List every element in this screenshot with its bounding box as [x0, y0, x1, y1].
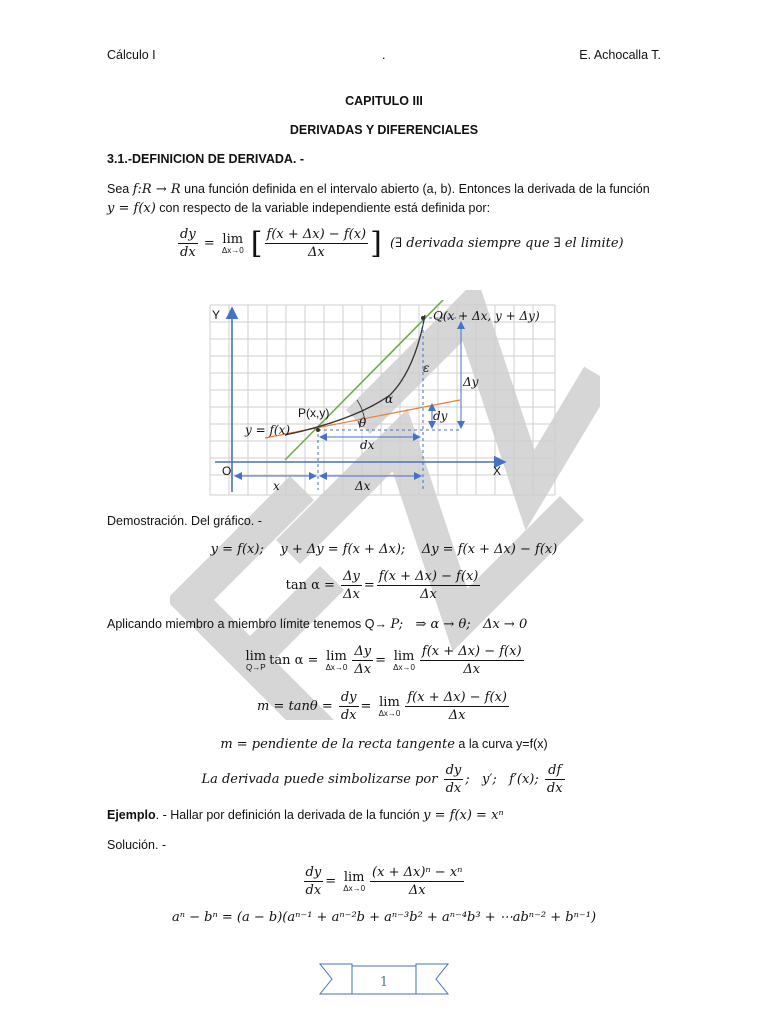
- fig-dy: dy: [433, 409, 448, 423]
- example-function: y = f(x) = xⁿ: [423, 808, 504, 823]
- fig-x-label: x: [273, 479, 280, 493]
- chapter-heading: CAPITULO III: [345, 94, 423, 108]
- fig-delta-x: Δx: [355, 479, 371, 493]
- demo-notation: [0, 762, 768, 797]
- example-limit-eq: $\frac{dy}{dx}$ = lim Δx→0 $\frac{\text{(x + Δx)ⁿ − xⁿ}}{\Delta x}$: [305, 865, 463, 898]
- limit-tan: tan α =: [269, 653, 319, 668]
- fig-point-q: Q(x + Δx, y + Δy): [433, 309, 540, 323]
- notation-text: La derivada puede simbolizarse por: [201, 772, 438, 787]
- example-num: (x + Δx)ⁿ − xⁿ: [372, 865, 463, 880]
- apply-math: P; ⇒ α → θ; Δx → 0: [390, 617, 528, 632]
- header-center: .: [382, 48, 386, 62]
- tan-eq: =: [363, 578, 375, 593]
- fig-epsilon: ε: [423, 361, 430, 375]
- def-eq: =: [203, 236, 215, 251]
- example-den-d: dx: [305, 883, 322, 898]
- fig-theta: θ: [359, 416, 367, 430]
- limit-den-1: Δx: [354, 662, 372, 677]
- example-statement: [107, 808, 504, 823]
- slope-lim-sub: Δx→0: [378, 708, 401, 718]
- header-right: E. Achocalla T.: [579, 48, 661, 62]
- page-number: 1: [379, 975, 389, 990]
- slope-den-2: Δx: [448, 708, 466, 723]
- limit-sub-1: Q→P: [246, 662, 266, 672]
- example-num-d: dy: [305, 865, 322, 880]
- demo-eq1: y = f(x); y + Δy = f(x + Δx); Δy = f(x + Δx) − f(x): [210, 542, 558, 557]
- intro-text-2: una función definida en el intervalo abierto (a, b). Entonces la derivada de la función: [180, 182, 650, 196]
- factor-identity: aⁿ − bⁿ = (a − b)(aⁿ⁻¹ + aⁿ⁻²b + aⁿ⁻³b² + aⁿ⁻⁴b³ + ⋯abⁿ⁻² + bⁿ⁻¹): [171, 910, 597, 925]
- demo-tan-eq: [0, 568, 768, 603]
- fig-y-axis-label: Y: [212, 308, 221, 322]
- intro-math-2: y = f(x): [107, 201, 156, 216]
- fig-curve-label: y = f(x): [245, 423, 291, 437]
- fig-alpha: α: [385, 392, 394, 406]
- example-lim: lim: [343, 869, 365, 885]
- def-bracket-close: ]: [370, 226, 382, 261]
- chapter-title: DERIVADAS Y DIFERENCIALES: [289, 123, 479, 137]
- limit-sub-3: Δx→0: [393, 662, 415, 672]
- notation-den-1: dx: [445, 781, 462, 796]
- notation-num-1: dy: [445, 763, 462, 778]
- apply-text: Aplicando miembro a miembro límite tenemos Q→: [107, 617, 391, 631]
- def-lhs-den: dx: [180, 245, 196, 260]
- fig-x-axis-label: X: [493, 464, 502, 478]
- notation-den-2: dx: [546, 781, 563, 796]
- page-number-ribbon: [318, 960, 450, 998]
- def-lim-sub: Δx→0: [221, 245, 244, 255]
- def-lhs-num: dy: [180, 227, 196, 242]
- limit-lim-3: lim: [393, 648, 415, 664]
- solution-label: Solución. -: [107, 838, 167, 852]
- tan-num-1: Δy: [343, 569, 360, 584]
- fig-delta-y: Δy: [463, 375, 479, 389]
- secant-line: [285, 300, 445, 460]
- def-condition: (∃ derivada siempre que ∃ el limite): [389, 236, 624, 251]
- demo-slope-def: [0, 737, 768, 752]
- intro-text-1: Sea: [107, 182, 133, 196]
- tan-num-2: f(x + Δx) − f(x): [378, 569, 479, 584]
- section-heading: 3.1.-DEFINICION DE DERIVADA. -: [107, 152, 305, 166]
- example-lim-sub: Δx→0: [343, 883, 366, 893]
- demo-limit-eq: lim Q→P tan α = lim Δx→0 $\frac{\Delta y}{\Delta x}$ = lim Δx→0 $\frac{f(x + \Delta x) - f(x)}{\Delta x}$: [245, 644, 522, 677]
- slope-lim: lim: [379, 694, 400, 710]
- intro-math-1: f:R → R: [132, 182, 181, 197]
- notation-num-2: df: [545, 762, 565, 780]
- limit-lim-1: lim: [245, 648, 267, 664]
- header-left: Cálculo I: [107, 48, 156, 62]
- limit-num-2: f(x + Δx) − f(x): [421, 644, 522, 659]
- intro-paragraph: [107, 180, 677, 218]
- def-bracket-open: [: [250, 226, 263, 261]
- slope-lhs: m = tanθ =: [257, 699, 333, 714]
- tan-den-1: Δx: [343, 587, 360, 602]
- def-den: Δx: [307, 245, 325, 260]
- fig-origin-label: O: [222, 464, 232, 478]
- slope-def-math: m = pendiente de la recta tangente: [220, 737, 455, 752]
- limit-lim-2: lim: [326, 648, 347, 664]
- slope-def-text: a la curva y=f(x): [454, 737, 548, 751]
- example-den: Δx: [408, 883, 426, 898]
- limit-den-2: Δx: [463, 662, 481, 677]
- example-text: . - Hallar por definición la derivada de la función: [155, 808, 424, 822]
- notation-mid: ; y′; f′(x);: [465, 772, 539, 787]
- definition-formula: [176, 226, 624, 261]
- example-label: Ejemplo: [107, 808, 156, 822]
- limit-num-1: Δy: [354, 644, 372, 659]
- demo-slope-eq: m = tanθ = $\frac{dy}{dx}$ = lim Δx→0 $\frac{f(x + \Delta x) - f(x)}{\Delta x}$: [257, 690, 507, 723]
- intro-text-3: con respecto de la variable independiente está definida por:: [155, 201, 491, 215]
- demo-title: Demostración. Del gráfico. -: [107, 514, 262, 528]
- slope-num-2: f(x + Δx) − f(x): [407, 690, 507, 705]
- def-num: f(x + Δx) − f(x): [266, 227, 367, 242]
- demo-apply: [107, 617, 527, 632]
- slope-den-1: dx: [340, 708, 357, 723]
- fig-point-p: P(x,y): [298, 406, 330, 420]
- def-lim: lim: [222, 231, 244, 247]
- tan-lhs: tan α =: [285, 578, 335, 593]
- tan-den-2: Δx: [420, 587, 437, 602]
- derivative-figure: [205, 300, 560, 500]
- limit-sub-2: Δx→0: [325, 662, 348, 672]
- fig-dx: dx: [360, 438, 375, 452]
- slope-num-1: dy: [340, 690, 357, 705]
